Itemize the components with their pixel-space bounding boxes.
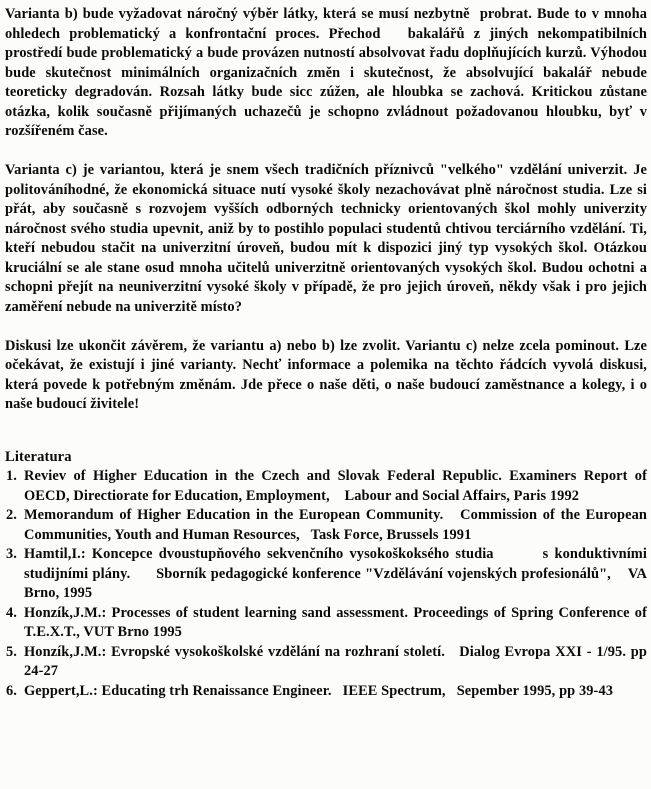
paragraph-variant-b: Varianta b) bude vyžadovat náročný výběr látky, která se musí nezbytně probrat. Bude to v mnoha ohledech problematický a konfrontační proces. Přechod bakalářů z jiných nekompatibilních prostředí bude problematický a bude provázen nutností absolvovat řadu doplňujících kurzů. Výhodou bude skutečnost minimálních organizačních změn i skutečnost, že absolvující bakalář nebude teoreticky degradován. Rozsah látky bude sicc zúžen, ale hloubka se zachová. Kritickou zůstane otázka, kolik současně přijímaných uchazečů je schopno zvládnout požadovanou hloubku, byť v rozšířeném čase. — [5, 6, 651, 139]
reference-item-2 — [5, 506, 651, 545]
reference-number: 4. — [6, 604, 17, 621]
reference-text: Honzík,J.M.: Processes of student learning sand assessment. Proceedings of Spring Conference of T.E.X.T., VUT Brno 1995 — [24, 604, 651, 640]
reference-text: Memorandum of Higher Education in the European Community. Commission of the European Communities, Youth and Human Resources, Task Force, Brussels 1991 — [24, 507, 651, 543]
reference-number: 1. — [6, 468, 17, 484]
reference-number: 5. — [6, 643, 17, 660]
paragraph-conclusion: Diskusi lze ukončit závěrem, že variantu a) nebo b) lze zvolit. Variantu c) nelze zcela pominout. Lze očekávat, že existují i jiné varianty. Nechť informace a polemika na těchto řádcích vyvolá diskusi, která povede k potřebným změnám. Jde přece o naše děti, o naše budoucí zaměstnance a kolegy, i o naše budoucí živitele! — [5, 337, 651, 412]
reference-item-5 — [5, 643, 651, 682]
reference-text: Reviev of Higher Education in the Czech and Slovak Federal Republic. Examiners Report of OECD, Directiorate for Education, Employment, Labour and Social Affairs, Paris 1992 — [24, 468, 651, 504]
reference-item-1 — [5, 467, 651, 506]
literature-heading: Literatura — [5, 448, 72, 465]
paragraph-variant-c: Varianta c) je variantou, která je snem všech tradičních příznivců "velkého" vzdělání univerzit. Je politováníhodné, že ekonomická situace nutí vysoké školy nezachovávat plně náročnost studia. Lze si přát, aby současně s rozvojem vyšších odborných technicky orientovaných škol mohly univerzity náročnost svého studia upevnit, aniž by to postihlo populaci studentů chtivou terciárního vzdělání. Ti, kteří nebudou stačit na univerzitní úroveň, budou mít k dispozici jiný typ vysokých škol. Otázkou kruciální se ale stane osud mnoha učitelů univerzitně orientovaných vysokých škol. Budou ochotni a schopni přejít na neuniverzitní vysoké školy v případě, že pro jejich úroveň, někdy však i pro jejich zaměření nebude na univerzitě místo? — [5, 162, 651, 315]
literature-list — [5, 467, 651, 701]
reference-number: 6. — [6, 682, 17, 699]
reference-item-3 — [5, 545, 651, 604]
reference-text: Geppert,L.: Educating trh Renaissance Engineer. IEEE Spectrum, Sepember 1995, pp 39-43 — [24, 682, 614, 699]
reference-text: Hamtil,I.: Koncepce dvoustupňového sekvenčního vysokoškoksého studia s konduktivními studijními plány. Sborník pedagogické konference "Vzdělávání vojenských profesionálů", VA Brno, 1995 — [24, 546, 651, 601]
reference-number: 3. — [6, 546, 17, 562]
reference-item-4 — [5, 604, 651, 643]
reference-text: Honzík,J.M.: Evropské vysokoškolské vzdělání na rozhraní století. Dialog Evropa XXI - 1/95. pp 24-27 — [24, 643, 651, 679]
reference-item-6 — [5, 682, 647, 702]
reference-number: 2. — [6, 507, 17, 523]
